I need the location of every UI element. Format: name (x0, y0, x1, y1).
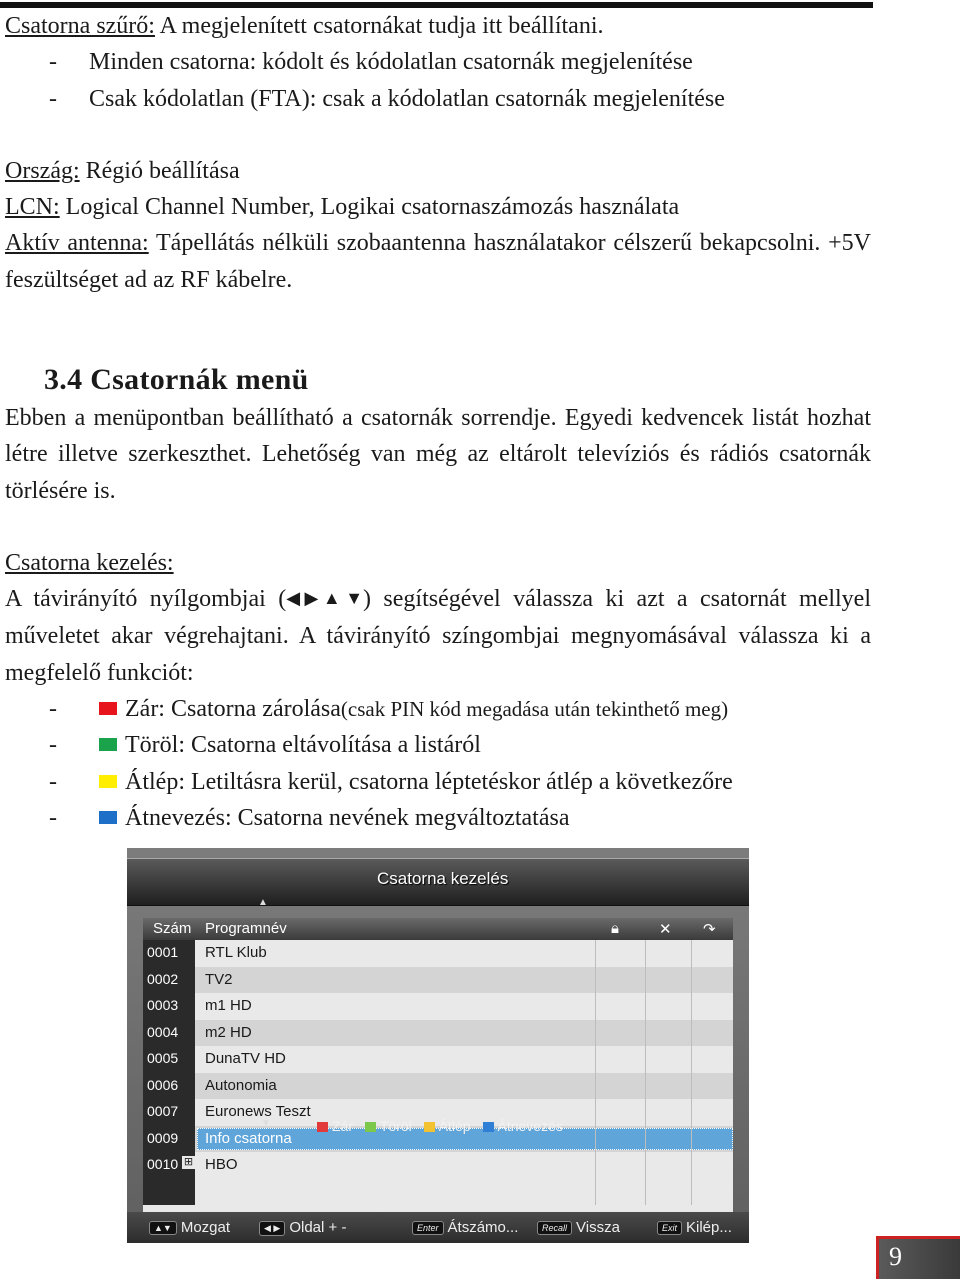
section-heading: 3.4 Csatornák menü (44, 363, 309, 396)
header-name: Programnév (205, 920, 287, 937)
section-content (5, 400, 871, 836)
channel-manager-screen (127, 848, 749, 1243)
channel-list-panel (143, 918, 733, 1213)
channel-number: 0010 (147, 1156, 179, 1172)
channel-number: 0009 (147, 1129, 179, 1146)
screen-title-bar (127, 858, 749, 906)
channel-name: RTL Klub (205, 944, 267, 961)
management-label-line (5, 545, 871, 581)
footer-enter: Enter Átszámo... (412, 1219, 518, 1236)
antenna-text: Tápellátás nélküli szobaantenna használatakor célszerű bekapcsolni. +5V feszültséget ad az RF kábelre. (5, 230, 871, 293)
red-square-icon (99, 702, 117, 715)
management-paragraph: A távirányító nyílgombjai (◀ ▶ ▲ ▼) segítségével válassza ki azt a csatornát mellyel műveletet akar végrehajtani. A távirányító színgombjai megnyomásával válassza ki a megfelelő funkciót: (5, 581, 871, 691)
legend-delete: Töröl (365, 1118, 412, 1134)
channel-number: 0002 (147, 970, 179, 987)
list-item: - Csak kódolatlan (FTA): csak a kódolatlan csatornák megjelenítése (5, 81, 871, 117)
management-label: Csatorna kezelés: (5, 549, 174, 576)
filter-label: Csatorna szűrő: (5, 13, 155, 39)
channel-number: 0005 (147, 1050, 179, 1066)
skip-icon: ↷ (703, 921, 716, 938)
footer-page: ◀ ▶ Oldal + - (259, 1219, 346, 1236)
channel-number: 0007 (147, 1103, 179, 1119)
lcn-label: LCN: (5, 194, 60, 221)
document-body (5, 8, 871, 298)
list-item: - Minden csatorna: kódolt és kódolatlan csatornák megjelenítése (5, 44, 871, 80)
channel-name: m2 HD (205, 1023, 252, 1041)
channel-name: DunaTV HD (205, 1050, 286, 1067)
channel-name: Euronews Teszt (205, 1103, 311, 1120)
country-paragraph (5, 153, 871, 189)
lcn-text: Logical Channel Number, Logikai csatornaszámozás használata (59, 194, 680, 221)
list-header (143, 918, 733, 940)
blue-square-icon (99, 811, 117, 824)
green-square-icon (99, 738, 117, 751)
scroll-down-icon[interactable]: ▼ (261, 1118, 271, 1129)
country-text: Régió beállítása (79, 157, 240, 184)
footer-move: ▲▼ Mozgat (149, 1219, 230, 1236)
delete-icon: ✕ (659, 921, 672, 938)
channel-name: Info csatorna (205, 1129, 292, 1147)
channel-number: 0003 (147, 997, 179, 1013)
legend-lock: Zár (317, 1118, 353, 1134)
page-number: 9 (889, 1242, 902, 1271)
screen-footer (127, 1212, 749, 1243)
header-num: Szám (153, 920, 192, 937)
country-label: Ország: (5, 157, 80, 184)
legend-skip: Átlép (424, 1118, 471, 1134)
yellow-square-icon (99, 775, 117, 788)
list-item: - Zár: Csatorna zárolása (csak PIN kód megadása után tekinthető meg) (49, 696, 729, 723)
list-item: - Töröl: Csatorna eltávolítása a listáról (49, 732, 481, 759)
legend-rename: Átnevezés (483, 1118, 563, 1134)
channel-name: m1 HD (205, 997, 252, 1014)
list-item: - Átnevezés: Csatorna nevének megváltoztatása (49, 804, 570, 831)
filter-option-fta: Csak kódolatlan (FTA): csak a kódolatlan csatornák megjelenítése (89, 85, 725, 112)
list-item: - Átlép: Letiltásra kerül, csatorna léptetéskor átlép a következőre (49, 768, 733, 795)
channel-name: HBO (205, 1156, 238, 1173)
lock-icon: 🔒︎ (611, 920, 619, 937)
channel-number: 0004 (147, 1023, 179, 1040)
channel-number: 0006 (147, 1076, 179, 1093)
filter-paragraph (5, 8, 871, 44)
screen-title: Csatorna kezelés (377, 869, 509, 888)
favorite-icon: ⊞ (183, 1156, 194, 1168)
channel-name: TV2 (205, 970, 233, 988)
color-key-legend (317, 1118, 571, 1134)
antenna-label: Aktív antenna: (5, 230, 149, 257)
section-body: Ebben a menüpontban beállítható a csatornák sorrendje. Egyedi kedvencek listát hozhat létre illetve szerkeszthet. Lehetőség van még az eltárolt televíziós és rádiós csatornák törlésére is. (5, 405, 871, 504)
filter-text: A megjelenített csatornákat tudja itt beállítani. (154, 13, 604, 39)
arrow-keys-icon: ◀ ▶ ▲ ▼ (286, 588, 364, 609)
channel-name: Autonomia (205, 1076, 277, 1094)
footer-recall: Recall Vissza (537, 1219, 620, 1236)
lcn-paragraph (5, 189, 871, 225)
filter-option-all: Minden csatorna: kódolt és kódolatlan csatornák megjelenítése (89, 49, 693, 76)
footer-exit: Exit Kilép... (657, 1219, 732, 1236)
antenna-paragraph (5, 225, 871, 298)
scroll-up-icon[interactable]: ▲ (258, 897, 268, 908)
channel-number: 0001 (147, 944, 179, 960)
page-number-box (876, 1236, 960, 1279)
